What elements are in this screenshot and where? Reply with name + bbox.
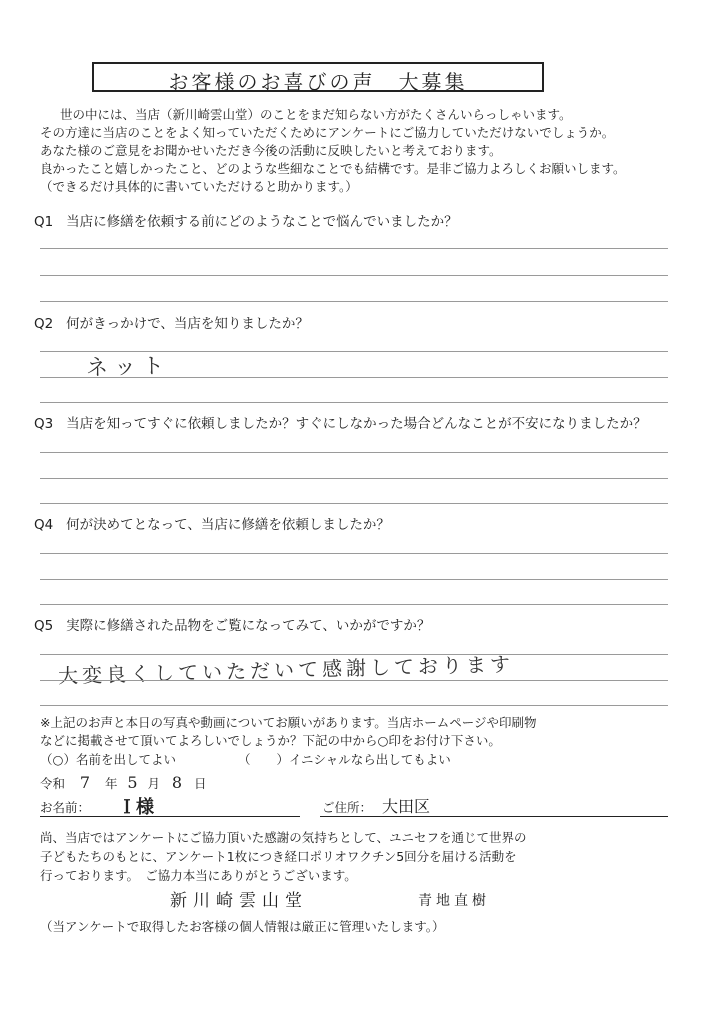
question-1 — [34, 210, 458, 230]
answer-line — [40, 705, 668, 706]
intro-line-2: その方達に当店のことをよく知っていただくためにアンケートにご協力していただけないでしょうか。 — [40, 125, 615, 140]
answer-line — [40, 680, 668, 681]
consent-line-2: などに掲載させて頂いてよろしいでしょうか？下記の中から○印をお付け下さい。 — [40, 733, 501, 748]
question-label: Q4 — [34, 517, 54, 533]
consent-option-initial[interactable]: （ ）イニシャルなら出してもよい — [238, 752, 451, 767]
option-mark: ○ — [52, 752, 64, 767]
privacy-note: （当アンケートで取得したお客様の個人情報は厳正に管理いたします。） — [40, 919, 445, 934]
handwritten-answer-q2: ネット — [85, 353, 171, 382]
consent-option-name[interactable]: （○）名前を出してよい — [40, 752, 176, 767]
answer-line — [40, 579, 668, 580]
question-5 — [34, 614, 430, 634]
notice-line-1: 尚、当店ではアンケートにご協力頂いた感謝の気持ちとして、ユニセフを通じて世界の — [40, 830, 527, 845]
date — [40, 773, 206, 792]
question-text: 当店に修繕を依頼する前にどのようなことで悩んでいましたか？ — [66, 214, 458, 230]
date-month-label: 月 — [147, 776, 160, 791]
owner-name: 青地直樹 — [418, 893, 490, 909]
question-text: 当店を知ってすぐに依頼しましたか？すぐにしなかった場合どんなことが不安になりましたか？ — [66, 416, 647, 432]
answer-line — [40, 553, 668, 554]
answer-line — [40, 402, 668, 403]
option-label: イニシャルなら出してもよい — [289, 752, 451, 767]
name-label: お名前： — [40, 800, 91, 815]
consent-line-1: ※上記のお声と本日の写真や動画についてお願いがあります。当店ホームページや印刷物 — [40, 715, 537, 730]
page-title: お客様のお喜びの声 大募集 — [168, 70, 468, 94]
question-label: Q1 — [34, 214, 54, 230]
name-value: Ｉ様 — [118, 797, 154, 818]
intro-line-1: 世の中には、当店（新川崎雲山堂）のことをまだ知らない方がたくさんいらっしゃいます。 — [60, 107, 572, 122]
shop-name: 新川崎雲山堂 — [170, 891, 308, 911]
date-era: 令和 — [40, 776, 66, 791]
option-label: 名前を出してよい — [75, 752, 176, 767]
question-2 — [34, 312, 309, 332]
answer-line — [40, 503, 668, 504]
question-4 — [34, 513, 390, 533]
answer-line — [40, 377, 668, 378]
name-underline — [40, 816, 300, 817]
date-day: 8 — [171, 773, 183, 792]
answer-line — [40, 275, 668, 276]
question-label: Q2 — [34, 316, 54, 332]
question-text: 実際に修繕された品物をご覧になってみて、いかがですか？ — [66, 618, 431, 634]
notice-line-2: 子どもたちのもとに、アンケート1枚につき経口ポリオワクチン5回分を届ける活動を — [40, 849, 517, 864]
question-label: Q5 — [34, 618, 54, 634]
question-label: Q3 — [34, 416, 54, 432]
answer-line — [40, 248, 668, 249]
intro-line-5: （できるだけ具体的に書いていただけると助かります。） — [40, 179, 358, 194]
address-underline — [320, 816, 668, 817]
handwritten-answer-q5: 大変良くしていただいて感謝しております — [57, 652, 515, 688]
answer-line — [40, 301, 668, 302]
answer-line — [40, 452, 668, 453]
answer-line — [40, 478, 668, 479]
date-month: 5 — [127, 773, 138, 792]
question-text: 何がきっかけで、当店を知りましたか？ — [66, 316, 309, 332]
address-label: ご住所： — [322, 800, 373, 815]
date-year: 7 — [79, 773, 91, 792]
date-year-label: 年 — [104, 776, 118, 791]
date-day-label: 日 — [193, 776, 207, 791]
question-text: 何が決めてとなって、当店に修繕を依頼しましたか？ — [66, 517, 390, 533]
answer-line — [40, 604, 668, 605]
question-3 — [34, 412, 647, 432]
address-value: 大田区 — [382, 797, 431, 816]
intro-line-3: あなた様のご意見をお聞かせいただき今後の活動に反映したいと考えております。 — [40, 143, 502, 158]
intro-line-4: 良かったこと嬉しかったこと、どのような些細なことでも結構です。是非ご協力よろしくお願いします。 — [40, 161, 626, 176]
title-box — [92, 62, 544, 92]
notice-line-3: 行っております。 ご協力本当にありがとうございます。 — [40, 868, 357, 883]
